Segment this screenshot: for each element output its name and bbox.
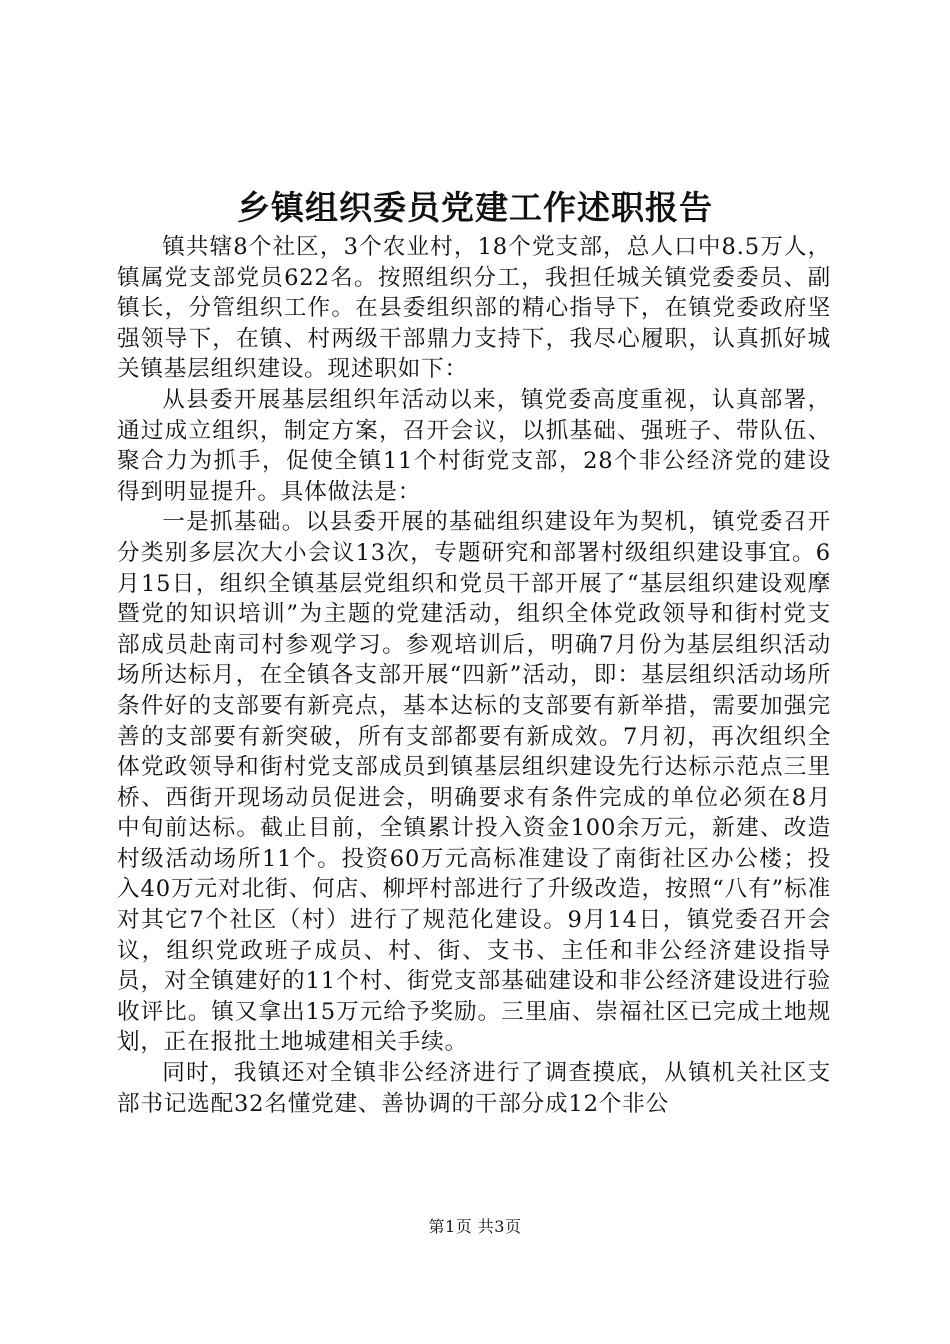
document-body xyxy=(117,232,831,1119)
document-title: 乡镇组织委员党建工作述职报告 xyxy=(237,188,713,227)
paragraph-1: 镇共辖8个社区，3个农业村，18个党支部，总人口中8.5万人，镇属党支部党员622名。按照组织分工，我担任城关镇党委委员、副镇长，分管组织工作。在县委组织部的精心指导下，在镇党委政府坚强领导下，在镇、村两级干部鼎力支持下，我尽心履职，认真抓好城关镇基层组织建设。现述职如下： xyxy=(117,234,831,383)
page-footer: 第1页 共3页 xyxy=(428,1217,522,1236)
paragraph-2: 从县委开展基层组织年活动以来，镇党委高度重视，认真部署，通过成立组织，制定方案，召开会议，以抓基础、强班子、带队伍、聚合力为抓手，促使全镇11个村街党支部，28个非公经济党的建设得到明显提升。具体做法是： xyxy=(117,386,831,505)
paragraph-4: 同时，我镇还对全镇非公经济进行了调查摸底，从镇机关社区支部书记选配32名懂党建、善协调的干部分成12个非公 xyxy=(117,1060,831,1117)
paragraph-3: 一是抓基础。以县委开展的基础组织建设年为契机，镇党委召开分类别多层次大小会议13次，专题研究和部署村级组织建设事宜。6月15日，组织全镇基层党组织和党员干部开展了“基层组织建设观摩暨党的知识培训”为主题的党建活动，组织全体党政领导和街村党支部成员赴南司村参观学习。参观培训后，明确7月份为基层组织活动场所达标月，在全镇各支部开展“四新”活动，即：基层组织活动场所条件好的支部要有新亮点，基本达标的支部要有新举措，需要加强完善的支部要有新突破，所有支部都要有新成效。7月初，再次组织全体党政领导和街村党支部成员到镇基层组织建设先行达标示范点三里桥、西街开现场动员促进会，明确要求有条件完成的单位必须在8月中旬前达标。截止目前，全镇累计投入资金100余万元，新建、改造村级活动场所11个。投资60万元高标准建设了南街社区办公楼；投入40万元对北街、何店、柳坪村部进行了升级改造，按照“八有”标准对其它7个社区（村）进行了规范化建设。9月14日，镇党委召开会议，组织党政班子成员、村、街、支书、主任和非公经济建设指导员，对全镇建好的11个村、街党支部基础建设和非公经济建设进行验收评比。镇又拿出15万元给予奖励。三里庙、崇福社区已完成土地规划，正在报批土地城建相关手续。 xyxy=(117,509,831,1056)
